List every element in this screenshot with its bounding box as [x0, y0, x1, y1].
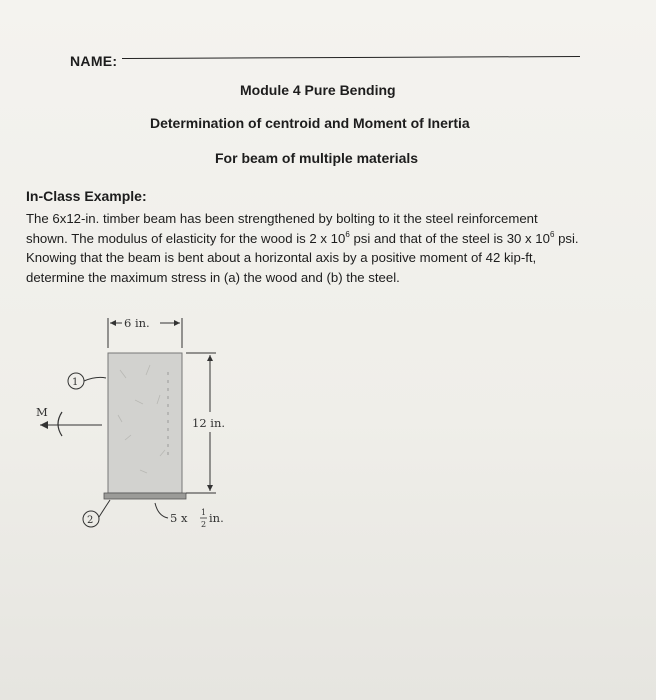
part-2-leader [99, 500, 110, 517]
width-arrow-left [110, 320, 116, 326]
plate-size-prefix: 5 x [170, 511, 188, 525]
example-heading: In-Class Example: [26, 188, 147, 204]
subtopic-title: For beam of multiple materials [215, 150, 419, 166]
moment-arrow-icon [58, 412, 62, 436]
plate-fraction-den: 2 [201, 520, 207, 529]
plate-leader [155, 503, 168, 518]
exponent-steel: 6 [549, 229, 555, 239]
height-label: 12 in. [192, 416, 226, 430]
width-arrow-right [174, 320, 180, 326]
moment-arrowhead [40, 421, 48, 429]
steel-plate [104, 493, 186, 499]
plate-size-suffix: in. [209, 511, 224, 525]
part-1-label: 1 [72, 377, 79, 388]
topic-title: Determination of centroid and Moment of Inertia [150, 115, 470, 131]
moment-label: M [36, 405, 48, 419]
problem-line-3: Knowing that the beam is bent about a horizontal axis by a positive moment of 42 kip-ft, [26, 250, 537, 265]
module-title: Module 4 Pure Bending [240, 82, 396, 98]
plate-fraction-num: 1 [201, 508, 207, 517]
width-label: 6 in. [124, 316, 150, 330]
exponent-wood: 6 [345, 229, 350, 239]
problem-line-4: determine the maximum stress in (a) the wood and (b) the steel. [26, 269, 400, 285]
part-2-label: 2 [87, 515, 94, 526]
problem-line-1: The 6x12-in. timber beam has been strengthened by bolting to it the steel reinforcement [26, 211, 538, 226]
part-1-leader [84, 377, 106, 381]
height-arrow-top [207, 355, 213, 361]
problem-line-2: shown. The modulus of elasticity for the wood is 2 x $10^6$ psi and that of the steel is 30 x $10^6$ psi. [26, 229, 579, 246]
name-label: NAME: [70, 53, 118, 69]
height-arrow-bottom [207, 485, 213, 491]
